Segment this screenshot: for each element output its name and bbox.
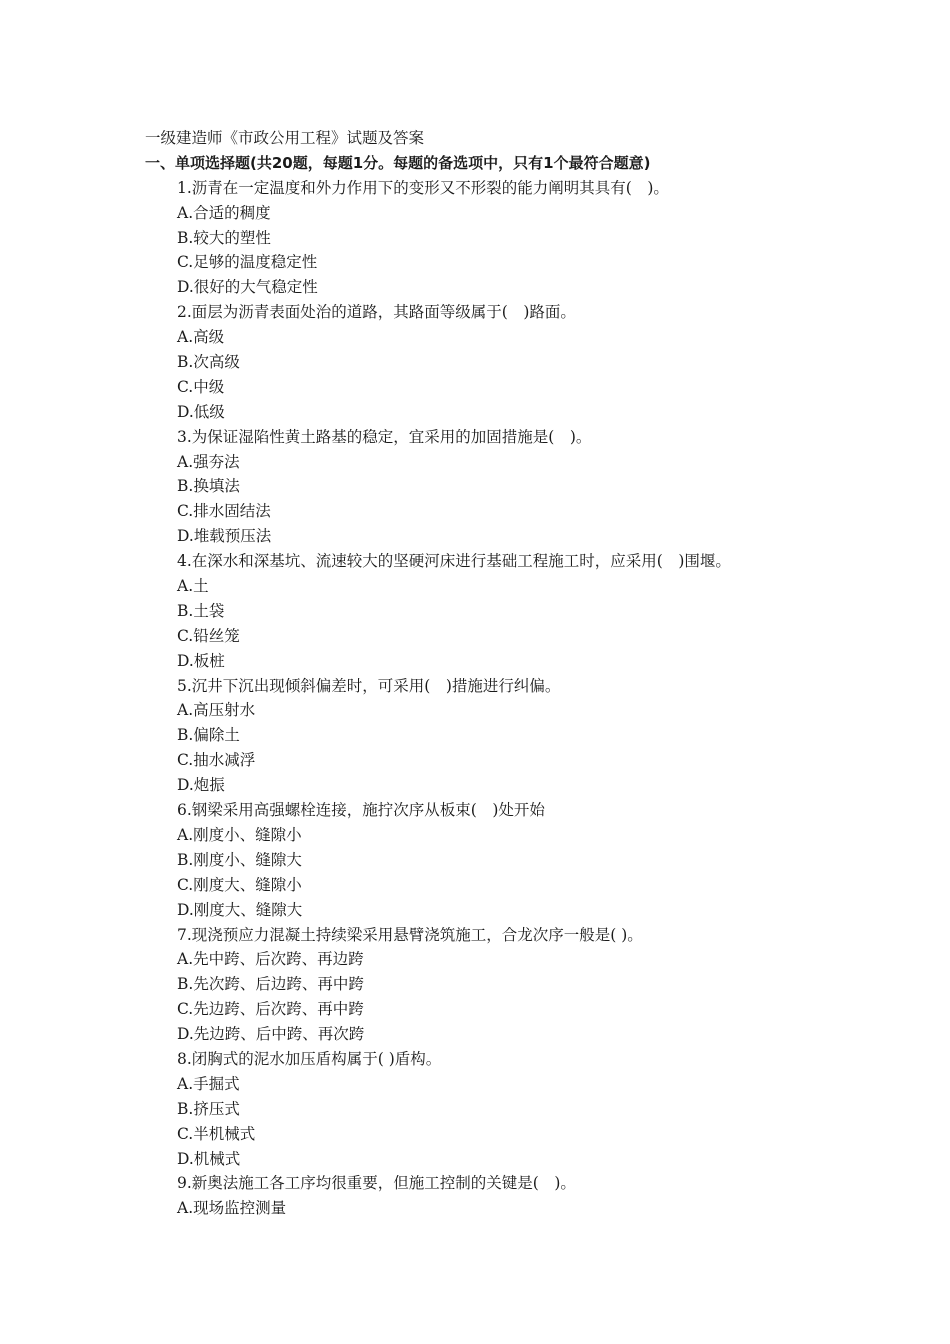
option-a: A.高压射水 xyxy=(177,701,256,720)
section-heading: 一、单项选择题(共20题，每题1分。每题的备选项中，只有1个最符合题意) xyxy=(145,153,651,172)
question-2 xyxy=(145,300,905,424)
question-8 xyxy=(145,1047,905,1171)
question-stem: 5.沉井下沉出现倾斜偏差时，可采用( )措施进行纠偏。 xyxy=(177,676,561,695)
option-d: D.堆载预压法 xyxy=(177,527,272,546)
option-c: C.铅丝笼 xyxy=(177,626,240,645)
option-c: C.先边跨、后次跨、再中跨 xyxy=(177,1000,364,1019)
option-a: A.手掘式 xyxy=(177,1074,240,1093)
option-c: C.抽水减浮 xyxy=(177,751,256,770)
option-a: A.高级 xyxy=(177,328,225,347)
option-d: D.机械式 xyxy=(177,1149,241,1168)
option-d: D.刚度大、缝隙大 xyxy=(177,900,303,919)
question-stem: 8.闭胸式的泥水加压盾构属于( )盾构。 xyxy=(177,1049,442,1068)
question-7 xyxy=(145,923,905,1047)
option-b: B.土袋 xyxy=(177,601,225,620)
document-body xyxy=(145,126,905,1221)
option-a: A.刚度小、缝隙小 xyxy=(177,825,302,844)
option-d: D.低级 xyxy=(177,402,225,421)
question-4 xyxy=(145,549,905,673)
option-d: D.炮振 xyxy=(177,776,225,795)
option-c: C.足够的温度稳定性 xyxy=(177,253,318,272)
question-5 xyxy=(145,674,905,798)
question-stem: 4.在深水和深基坑、流速较大的坚硬河床进行基础工程施工时，应采用( )围堰。 xyxy=(177,552,731,571)
question-stem: 2.面层为沥青表面处治的道路，其路面等级属于( )路面。 xyxy=(177,303,576,322)
option-c: C.刚度大、缝隙小 xyxy=(177,875,302,894)
option-b: B.先次跨、后边跨、再中跨 xyxy=(177,975,364,994)
question-1 xyxy=(145,176,905,300)
option-a: A.先中跨、后次跨、再边跨 xyxy=(177,950,364,969)
option-a: A.强夯法 xyxy=(177,452,240,471)
option-a: A.合适的稠度 xyxy=(177,203,271,222)
option-c: C.半机械式 xyxy=(177,1124,256,1143)
question-stem: 7.现浇预应力混凝土持续梁采用悬臂浇筑施工，合龙次序一般是( )。 xyxy=(177,925,643,944)
question-stem: 1.沥青在一定温度和外力作用下的变形又不形裂的能力阐明其具有( )。 xyxy=(177,178,669,197)
option-c: C.中级 xyxy=(177,377,225,396)
option-b: B.挤压式 xyxy=(177,1099,240,1118)
option-a: A.现场监控测量 xyxy=(177,1199,287,1218)
option-b: B.换填法 xyxy=(177,477,240,496)
option-d: D.很好的大气稳定性 xyxy=(177,278,318,297)
question-6 xyxy=(145,798,905,922)
option-b: B.偏除土 xyxy=(177,726,240,745)
option-d: D.板桩 xyxy=(177,651,225,670)
question-stem: 6.钢梁采用高强螺栓连接，施拧次序从板束( )处开始 xyxy=(177,801,545,820)
question-9 xyxy=(145,1171,905,1221)
question-stem: 3.为保证湿陷性黄土路基的稳定，宜采用的加固措施是( )。 xyxy=(177,427,592,446)
option-b: B.次高级 xyxy=(177,353,240,372)
option-a: A.土 xyxy=(177,577,209,596)
document-title: 一级建造师《市政公用工程》试题及答案 xyxy=(145,129,425,147)
question-3 xyxy=(145,425,905,549)
option-d: D.先边跨、后中跨、再次跨 xyxy=(177,1025,365,1044)
option-b: B.较大的塑性 xyxy=(177,228,271,247)
question-stem: 9.新奥法施工各工序均很重要，但施工控制的关键是( )。 xyxy=(177,1174,576,1193)
option-b: B.刚度小、缝隙大 xyxy=(177,850,302,869)
option-c: C.排水固结法 xyxy=(177,502,271,521)
